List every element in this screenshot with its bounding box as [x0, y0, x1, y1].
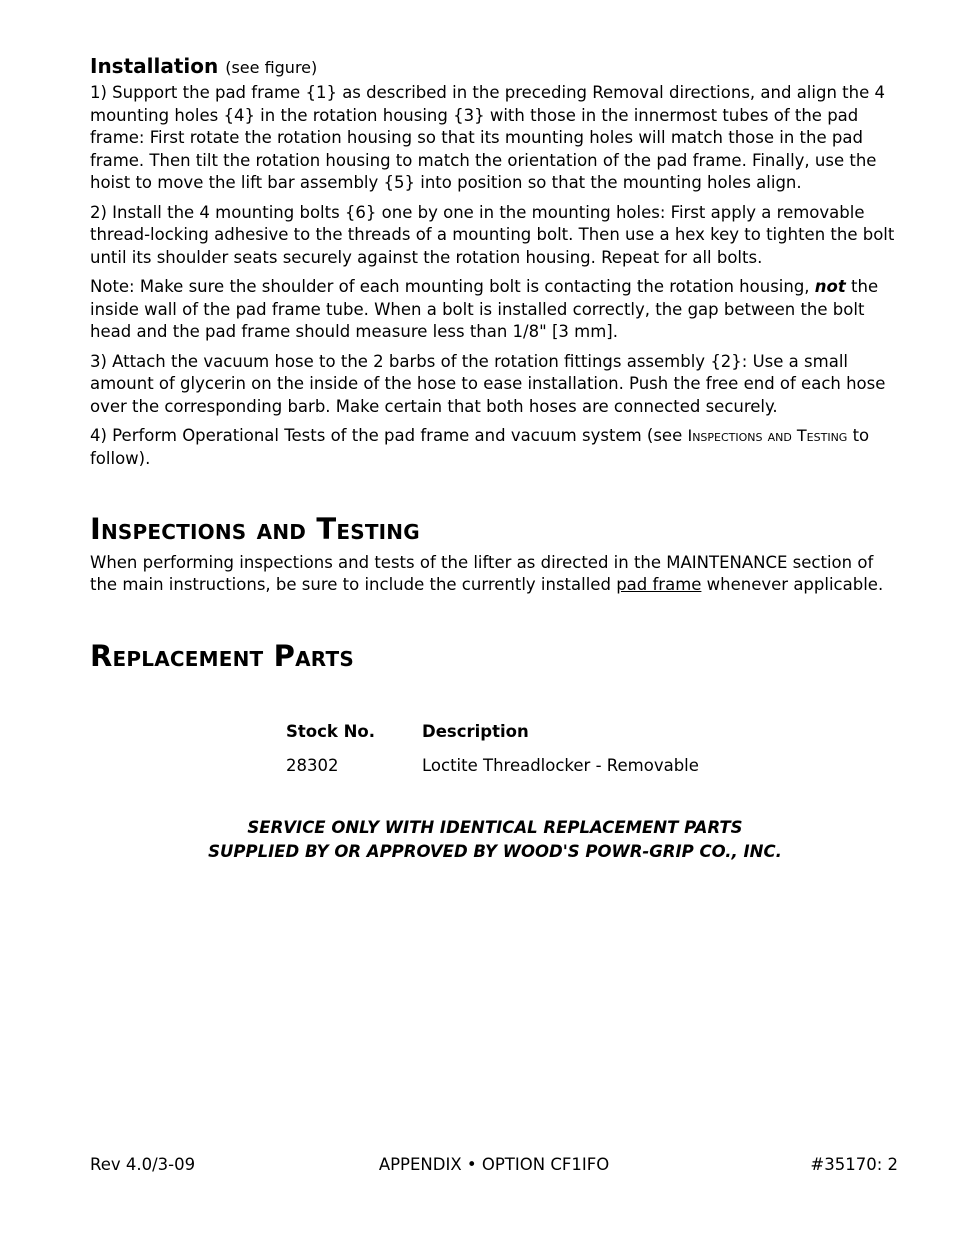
step4-text-after: to follow).	[90, 426, 870, 468]
step4-section-reference: Inspections and Testing	[687, 426, 848, 445]
parts-table-header	[286, 722, 699, 756]
description-header: Description	[422, 722, 529, 741]
note-text-after: the inside wall of the pad frame tube. When a bolt is installed correctly, the gap between the bolt head and the pad frame should measure less than 1/8" [3 mm].	[90, 277, 879, 341]
installation-title: Installation	[90, 54, 219, 78]
inspections-underlined-term: pad frame	[616, 575, 702, 595]
installation-step-2: 2) Install the 4 mounting bolts {6} one by one in the mounting holes: First apply a removable thread-locking adhesive to the threads of a mounting bolt. Then use a hex key to tighten the bolt until its shoulder seats securely against the rotation housing. Repeat for all bolts.	[90, 202, 895, 267]
installation-heading	[90, 54, 900, 78]
inspections-heading: Inspections and Testing	[90, 512, 420, 546]
inspections-text	[90, 552, 900, 597]
installation-note	[90, 276, 900, 344]
footer-page-number: #35170: 2	[810, 1155, 898, 1174]
step4-text-before: 4) Perform Operational Tests of the pad frame and vacuum system (see	[90, 426, 688, 445]
service-notice-line-2: SUPPLIED BY OR APPROVED BY WOOD'S POWR-GRIP CO., INC.	[208, 842, 782, 861]
inspections-text-before: When performing inspections and tests of the lifter as directed in the MAINTENANCE section of the main instructions, be sure to include the currently installed	[90, 552, 874, 595]
inspections-text-after: whenever applicable.	[701, 575, 884, 595]
service-notice	[90, 816, 900, 864]
footer-revision: Rev 4.0/3-09	[90, 1155, 196, 1174]
parts-table	[286, 722, 699, 790]
stock-number-cell: 28302	[286, 756, 339, 775]
replacement-heading: Replacement Parts	[90, 638, 354, 673]
installation-step-3: 3) Attach the vacuum hose to the 2 barbs of the rotation fittings assembly {2}: Use a small amount of glycerin on the inside of the hose to ease installation. Push the free end of each hose over the corresponding barb. Make certain that both hoses are connected securely.	[90, 351, 886, 416]
note-emphasis: not	[814, 277, 846, 296]
installation-subtitle: (see figure)	[225, 58, 318, 77]
note-text-before: Note: Make sure the shoulder of each mounting bolt is contacting the rotation housing,	[90, 277, 815, 296]
description-cell: Loctite Threadlocker - Removable	[422, 756, 699, 775]
service-notice-line-1: SERVICE ONLY WITH IDENTICAL REPLACEMENT PARTS	[247, 818, 743, 837]
footer-document-title: APPENDIX • OPTION CF1IFO	[378, 1155, 610, 1174]
stock-number-header: Stock No.	[286, 722, 376, 741]
table-row	[286, 756, 699, 790]
installation-step-4	[90, 425, 900, 470]
installation-step-1: 1) Support the pad frame {1} as described in the preceding Removal directions, and align the 4 mounting holes {4} in the rotation housing {3} with those in the innermost tubes of the pad frame: First rotate the rotation housing so that its mounting holes will match those in the pad frame. Then tilt the rotation housing to match the orientation of the pad frame. Finally, use the hoist to move the lift bar assembly {5} into position so that the mounting holes align.	[90, 83, 885, 192]
page-content	[90, 54, 900, 861]
